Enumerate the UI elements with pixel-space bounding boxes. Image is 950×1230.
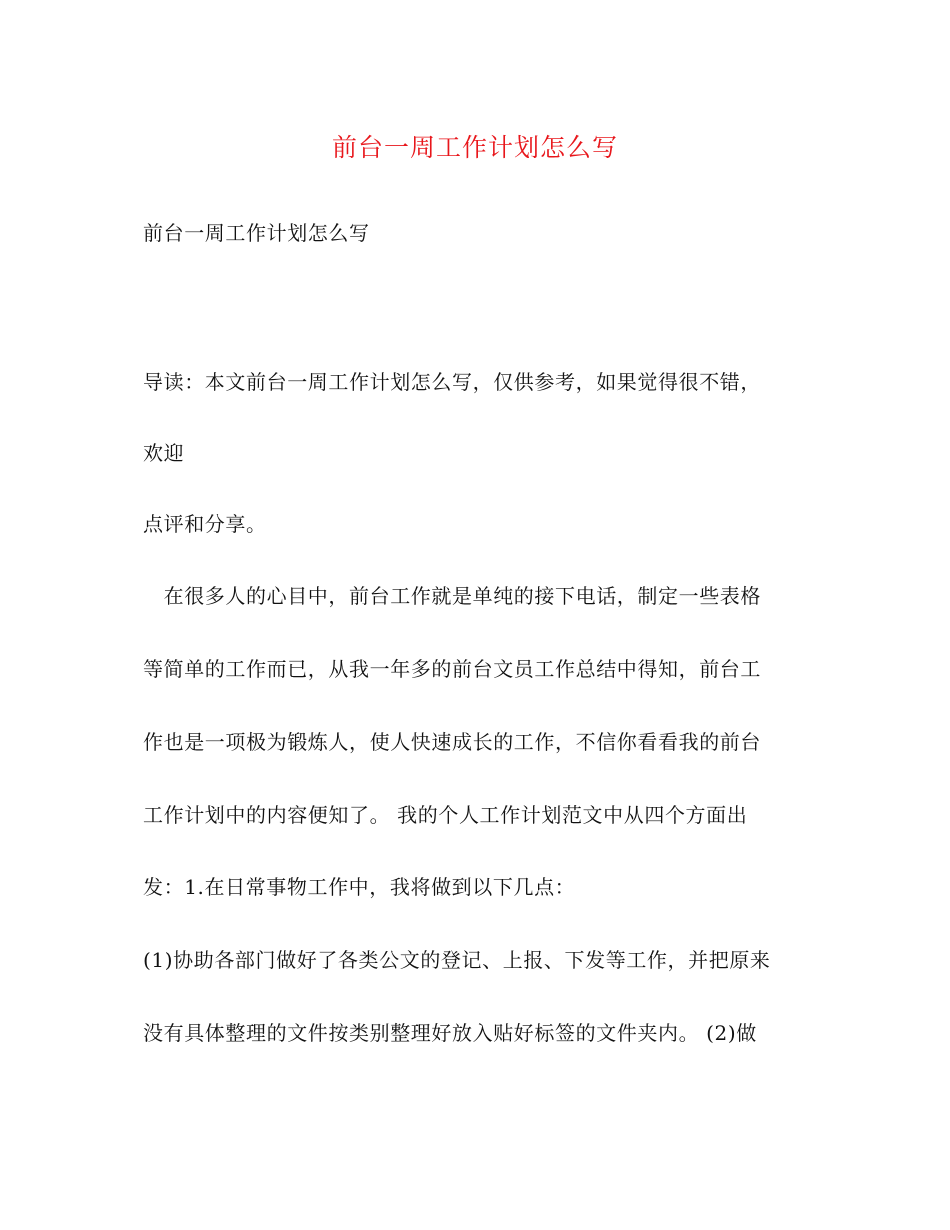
paragraph-line: 等简单的工作而已，从我一年多的前台文员工作总结中得知，前台工 xyxy=(143,657,761,681)
document-title: 前台一周工作计划怎么写 xyxy=(331,133,618,162)
paragraph-line: 在很多人的心目中，前台工作就是单纯的接下电话，制定一些表格 xyxy=(143,584,761,608)
paragraph-line: (1)协助各部门做好了各类公文的登记、上报、下发等工作，并把原来 xyxy=(143,948,771,972)
paragraph-line: 导读：本文前台一周工作计划怎么写，仅供参考，如果觉得很不错， xyxy=(143,370,761,394)
paragraph-line: 没有具体整理的文件按类别整理好放入贴好标签的文件夹内。 (2)做 xyxy=(143,1021,757,1045)
paragraph-line: 点评和分享。 xyxy=(143,512,267,536)
paragraph-line: 发：1.在日常事物工作中，我将做到以下几点： xyxy=(143,875,576,899)
subtitle-line: 前台一周工作计划怎么写 xyxy=(143,221,370,245)
paragraph-line: 欢迎 xyxy=(143,441,185,465)
paragraph-line: 工作计划中的内容便知了。 我的个人工作计划范文中从四个方面出 xyxy=(143,803,748,827)
paragraph-line: 作也是一项极为锻炼人，使人快速成长的工作，不信你看看我的前台 xyxy=(143,730,761,754)
